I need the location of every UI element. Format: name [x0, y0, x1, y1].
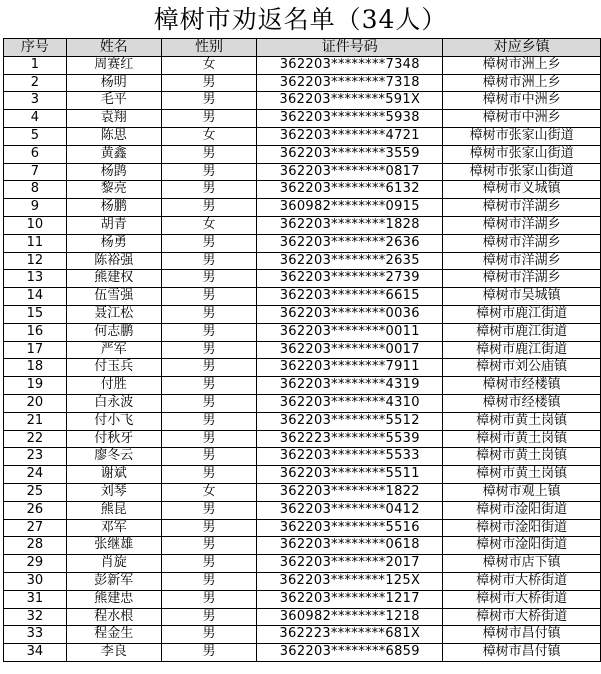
- cell-id-number: 362203********4310: [257, 394, 443, 412]
- cell-index: 18: [4, 359, 67, 377]
- cell-id-number: 362203********6859: [257, 644, 443, 662]
- cell-name: 胡青: [66, 216, 161, 234]
- cell-gender: 男: [161, 555, 257, 573]
- cell-id-number: 362203********2739: [257, 270, 443, 288]
- cell-township: 樟树市大桥街道: [443, 608, 601, 626]
- table-row: [4, 394, 601, 412]
- cell-name: 谢斌: [66, 466, 161, 484]
- page-title: 樟树市劝返名单（34人）: [153, 5, 448, 34]
- cell-gender: 男: [161, 448, 257, 466]
- table-row: [4, 608, 601, 626]
- cell-gender: 男: [161, 252, 257, 270]
- cell-id-number: 362203********0817: [257, 163, 443, 181]
- cell-gender: 男: [161, 234, 257, 252]
- cell-index: 9: [4, 199, 67, 217]
- cell-township: 樟树市义城镇: [443, 181, 601, 199]
- cell-name: 黄鑫: [66, 145, 161, 163]
- cell-gender: 男: [161, 466, 257, 484]
- table-row: [4, 537, 601, 555]
- cell-gender: 男: [161, 412, 257, 430]
- cell-township: 樟树市洋湖乡: [443, 252, 601, 270]
- cell-id-number: 362203********1217: [257, 590, 443, 608]
- cell-gender: 男: [161, 181, 257, 199]
- table-row: [4, 216, 601, 234]
- table-row: [4, 74, 601, 92]
- cell-township: 樟树市昌付镇: [443, 644, 601, 662]
- table-row: [4, 501, 601, 519]
- cell-name: 黎亮: [66, 181, 161, 199]
- cell-name: 程水根: [66, 608, 161, 626]
- cell-id-number: 362203********4319: [257, 377, 443, 395]
- cell-id-number: 362203********5533: [257, 448, 443, 466]
- cell-township: 樟树市大桥街道: [443, 590, 601, 608]
- cell-township: 樟树市洋湖乡: [443, 216, 601, 234]
- cell-township: 樟树市张家山街道: [443, 127, 601, 145]
- cell-id-number: 362203********6132: [257, 181, 443, 199]
- cell-index: 27: [4, 519, 67, 537]
- cell-name: 周赛红: [66, 56, 161, 74]
- cell-id-number: 362203********0017: [257, 341, 443, 359]
- cell-index: 16: [4, 323, 67, 341]
- cell-id-number: 360982********1218: [257, 608, 443, 626]
- cell-index: 25: [4, 483, 67, 501]
- cell-township: 樟树市观上镇: [443, 483, 601, 501]
- table-row: [4, 519, 601, 537]
- cell-index: 26: [4, 501, 67, 519]
- cell-gender: 男: [161, 270, 257, 288]
- table-row: [4, 92, 601, 110]
- cell-gender: 男: [161, 501, 257, 519]
- cell-gender: 男: [161, 377, 257, 395]
- cell-index: 6: [4, 145, 67, 163]
- cell-index: 17: [4, 341, 67, 359]
- cell-township: 樟树市张家山街道: [443, 163, 601, 181]
- cell-township: 樟树市黄土岗镇: [443, 448, 601, 466]
- table-row: [4, 644, 601, 662]
- cell-index: 14: [4, 288, 67, 306]
- cell-id-number: 362203********6615: [257, 288, 443, 306]
- table-row: [4, 305, 601, 323]
- cell-index: 21: [4, 412, 67, 430]
- cell-name: 付小飞: [66, 412, 161, 430]
- cell-township: 樟树市店下镇: [443, 555, 601, 573]
- cell-id-number: 362203********2635: [257, 252, 443, 270]
- cell-name: 严军: [66, 341, 161, 359]
- cell-gender: 男: [161, 145, 257, 163]
- cell-index: 24: [4, 466, 67, 484]
- cell-id-number: 362203********125X: [257, 572, 443, 590]
- cell-index: 1: [4, 56, 67, 74]
- cell-name: 陈裕强: [66, 252, 161, 270]
- cell-name: 杨鹏: [66, 199, 161, 217]
- cell-id-number: 362223********5539: [257, 430, 443, 448]
- cell-index: 34: [4, 644, 67, 662]
- cell-township: 樟树市洲上乡: [443, 56, 601, 74]
- cell-township: 樟树市黄土岗镇: [443, 466, 601, 484]
- cell-name: 杨明: [66, 74, 161, 92]
- cell-index: 20: [4, 394, 67, 412]
- cell-id-number: 362203********0011: [257, 323, 443, 341]
- table-row: [4, 234, 601, 252]
- table-row: [4, 145, 601, 163]
- cell-id-number: 362203********0412: [257, 501, 443, 519]
- cell-index: 29: [4, 555, 67, 573]
- cell-id-number: 362203********1822: [257, 483, 443, 501]
- cell-id-number: 362203********5512: [257, 412, 443, 430]
- cell-name: 付秋牙: [66, 430, 161, 448]
- table-row: [4, 626, 601, 644]
- table-row: [4, 323, 601, 341]
- cell-index: 15: [4, 305, 67, 323]
- table-row: [4, 359, 601, 377]
- cell-name: 伍雪强: [66, 288, 161, 306]
- cell-id-number: 362203********591X: [257, 92, 443, 110]
- cell-id-number: 360982********0915: [257, 199, 443, 217]
- table-row: [4, 377, 601, 395]
- cell-index: 28: [4, 537, 67, 555]
- table-row: [4, 199, 601, 217]
- cell-gender: 女: [161, 127, 257, 145]
- table-row: [4, 181, 601, 199]
- cell-id-number: 362203********3559: [257, 145, 443, 163]
- cell-id-number: 362203********7318: [257, 74, 443, 92]
- cell-township: 樟树市张家山街道: [443, 145, 601, 163]
- cell-township: 樟树市鹿江街道: [443, 305, 601, 323]
- cell-id-number: 362203********1828: [257, 216, 443, 234]
- cell-township: 樟树市经楼镇: [443, 394, 601, 412]
- cell-township: 樟树市淦阳街道: [443, 519, 601, 537]
- cell-gender: 男: [161, 305, 257, 323]
- cell-index: 5: [4, 127, 67, 145]
- cell-id-number: 362203********2017: [257, 555, 443, 573]
- cell-index: 4: [4, 110, 67, 128]
- cell-name: 陈思: [66, 127, 161, 145]
- cell-township: 樟树市吴城镇: [443, 288, 601, 306]
- cell-gender: 女: [161, 216, 257, 234]
- cell-gender: 男: [161, 537, 257, 555]
- cell-name: 廖冬云: [66, 448, 161, 466]
- cell-gender: 男: [161, 74, 257, 92]
- cell-township: 樟树市昌付镇: [443, 626, 601, 644]
- cell-id-number: 362203********5511: [257, 466, 443, 484]
- table-row: [4, 341, 601, 359]
- cell-id-number: 362203********7911: [257, 359, 443, 377]
- cell-id-number: 362203********5938: [257, 110, 443, 128]
- cell-gender: 男: [161, 92, 257, 110]
- cell-township: 樟树市淦阳街道: [443, 537, 601, 555]
- cell-gender: 男: [161, 199, 257, 217]
- cell-gender: 男: [161, 110, 257, 128]
- cell-township: 樟树市鹿江街道: [443, 323, 601, 341]
- cell-id-number: 362203********7348: [257, 56, 443, 74]
- table-row: [4, 127, 601, 145]
- cell-index: 10: [4, 216, 67, 234]
- cell-name: 白永波: [66, 394, 161, 412]
- table-row: [4, 56, 601, 74]
- cell-name: 毛平: [66, 92, 161, 110]
- cell-id-number: 362203********0036: [257, 305, 443, 323]
- table-row: [4, 252, 601, 270]
- table-row: [4, 466, 601, 484]
- cell-gender: 男: [161, 519, 257, 537]
- cell-index: 19: [4, 377, 67, 395]
- cell-township: 樟树市洋湖乡: [443, 234, 601, 252]
- cell-gender: 男: [161, 341, 257, 359]
- cell-gender: 男: [161, 644, 257, 662]
- cell-township: 樟树市洋湖乡: [443, 199, 601, 217]
- table-row: [4, 483, 601, 501]
- cell-name: 程金生: [66, 626, 161, 644]
- cell-index: 23: [4, 448, 67, 466]
- cell-township: 樟树市洋湖乡: [443, 270, 601, 288]
- cell-name: 付玉兵: [66, 359, 161, 377]
- cell-gender: 女: [161, 56, 257, 74]
- cell-index: 8: [4, 181, 67, 199]
- table-row: [4, 412, 601, 430]
- cell-township: 樟树市中洲乡: [443, 110, 601, 128]
- cell-gender: 男: [161, 572, 257, 590]
- table-row: [4, 110, 601, 128]
- cell-name: 熊昆: [66, 501, 161, 519]
- header-gender: 性别: [161, 39, 257, 57]
- cell-index: 30: [4, 572, 67, 590]
- header-id-number: 证件号码: [257, 39, 443, 57]
- table-row: [4, 448, 601, 466]
- cell-id-number: 362203********0618: [257, 537, 443, 555]
- cell-name: 聂江松: [66, 305, 161, 323]
- roster-body: [4, 56, 601, 661]
- cell-name: 何志鹏: [66, 323, 161, 341]
- cell-gender: 女: [161, 483, 257, 501]
- cell-gender: 男: [161, 323, 257, 341]
- table-row: [4, 555, 601, 573]
- cell-name: 刘琴: [66, 483, 161, 501]
- table-row: [4, 288, 601, 306]
- cell-township: 樟树市鹿江街道: [443, 341, 601, 359]
- table-row: [4, 572, 601, 590]
- cell-id-number: 362223********681X: [257, 626, 443, 644]
- cell-township: 樟树市大桥街道: [443, 572, 601, 590]
- cell-name: 杨勇: [66, 234, 161, 252]
- header-name: 姓名: [66, 39, 161, 57]
- cell-gender: 男: [161, 626, 257, 644]
- cell-index: 22: [4, 430, 67, 448]
- cell-index: 32: [4, 608, 67, 626]
- cell-name: 熊建权: [66, 270, 161, 288]
- cell-index: 7: [4, 163, 67, 181]
- cell-gender: 男: [161, 608, 257, 626]
- header-index: 序号: [4, 39, 67, 57]
- cell-name: 袁翔: [66, 110, 161, 128]
- cell-name: 张继雄: [66, 537, 161, 555]
- cell-id-number: 362203********5516: [257, 519, 443, 537]
- cell-id-number: 362203********4721: [257, 127, 443, 145]
- header-row: [4, 39, 601, 57]
- table-row: [4, 270, 601, 288]
- cell-township: 樟树市中洲乡: [443, 92, 601, 110]
- roster-table: [3, 38, 601, 662]
- cell-index: 13: [4, 270, 67, 288]
- table-row: [4, 430, 601, 448]
- cell-name: 熊建忠: [66, 590, 161, 608]
- cell-township: 樟树市刘公庙镇: [443, 359, 601, 377]
- cell-name: 杨鹍: [66, 163, 161, 181]
- cell-gender: 男: [161, 430, 257, 448]
- cell-name: 肖旋: [66, 555, 161, 573]
- cell-gender: 男: [161, 288, 257, 306]
- cell-township: 樟树市黄土岗镇: [443, 412, 601, 430]
- cell-name: 彭新军: [66, 572, 161, 590]
- cell-gender: 男: [161, 394, 257, 412]
- cell-gender: 男: [161, 590, 257, 608]
- cell-id-number: 362203********2636: [257, 234, 443, 252]
- table-row: [4, 590, 601, 608]
- cell-name: 邓军: [66, 519, 161, 537]
- cell-gender: 男: [161, 359, 257, 377]
- cell-gender: 男: [161, 163, 257, 181]
- cell-township: 樟树市洲上乡: [443, 74, 601, 92]
- cell-name: 李良: [66, 644, 161, 662]
- cell-index: 3: [4, 92, 67, 110]
- table-row: [4, 163, 601, 181]
- header-township: 对应乡镇: [443, 39, 601, 57]
- cell-township: 樟树市淦阳街道: [443, 501, 601, 519]
- cell-index: 11: [4, 234, 67, 252]
- cell-name: 付胜: [66, 377, 161, 395]
- cell-index: 12: [4, 252, 67, 270]
- cell-index: 31: [4, 590, 67, 608]
- cell-index: 33: [4, 626, 67, 644]
- cell-township: 樟树市经楼镇: [443, 377, 601, 395]
- cell-index: 2: [4, 74, 67, 92]
- cell-township: 樟树市黄土岗镇: [443, 430, 601, 448]
